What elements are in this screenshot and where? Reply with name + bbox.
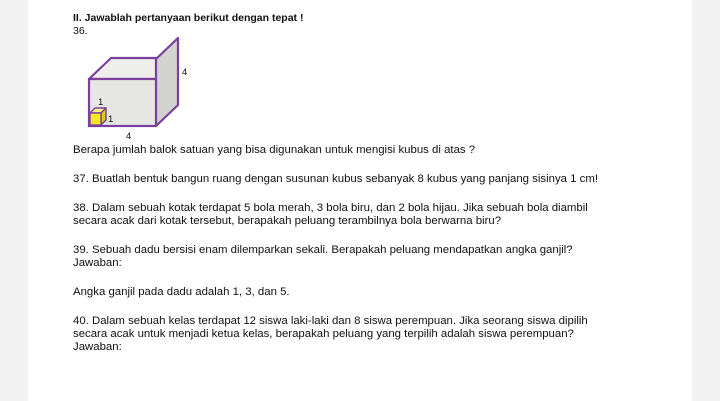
- section-heading: II. Jawablah pertanyaan berikut dengan tepat !: [73, 12, 304, 24]
- question-40-line-1: 40. Dalam sebuah kelas terdapat 12 siswa laki-laki dan 8 siswa perempuan. Jika seorang siswa dipilih: [73, 315, 588, 327]
- document-page: [28, 0, 692, 401]
- question-36-text: Berapa jumlah balok satuan yang bisa digunakan untuk mengisi kubus di atas ?: [73, 144, 476, 156]
- cube-figure: [73, 37, 203, 141]
- question-37-text: 37. Buatlah bentuk bangun ruang dengan susunan kubus sebanyak 8 kubus yang panjang sisinya 1 cm!: [73, 173, 598, 185]
- big-cube-bottom-label: 4: [126, 131, 132, 141]
- small-cube-top-label: 1: [98, 97, 104, 108]
- question-39-answer-label: Jawaban:: [73, 257, 122, 269]
- question-38-line-1: 38. Dalam sebuah kotak terdapat 5 bola merah, 3 bola biru, dan 2 bola hijau. Jika sebuah bola diambil: [73, 202, 588, 214]
- big-cube-side-face: [156, 38, 178, 126]
- question-39-text: 39. Sebuah dadu bersisi enam dilemparkan sekali. Berapakah peluang mendapatkan angka ganjil?: [73, 244, 573, 256]
- question-40-line-2: secara acak untuk menjadi ketua kelas, berapakah peluang yang terpilih adalah siswa perempuan?: [73, 328, 574, 340]
- question-39-answer: Angka ganjil pada dadu adalah 1, 3, dan 5.: [73, 286, 290, 298]
- small-cube-front-face: [90, 113, 101, 125]
- big-cube-side-label: 4: [182, 67, 188, 78]
- question-36-number: 36.: [73, 25, 88, 37]
- cube-diagram: [73, 37, 203, 141]
- worksheet-content: [73, 12, 675, 354]
- question-38-line-2: secara acak dari kotak tersebut, berapakah peluang terambilnya bola berwarna biru?: [73, 215, 502, 227]
- question-40-answer-label: Jawaban:: [73, 341, 122, 353]
- small-cube-side-label: 1: [108, 114, 114, 125]
